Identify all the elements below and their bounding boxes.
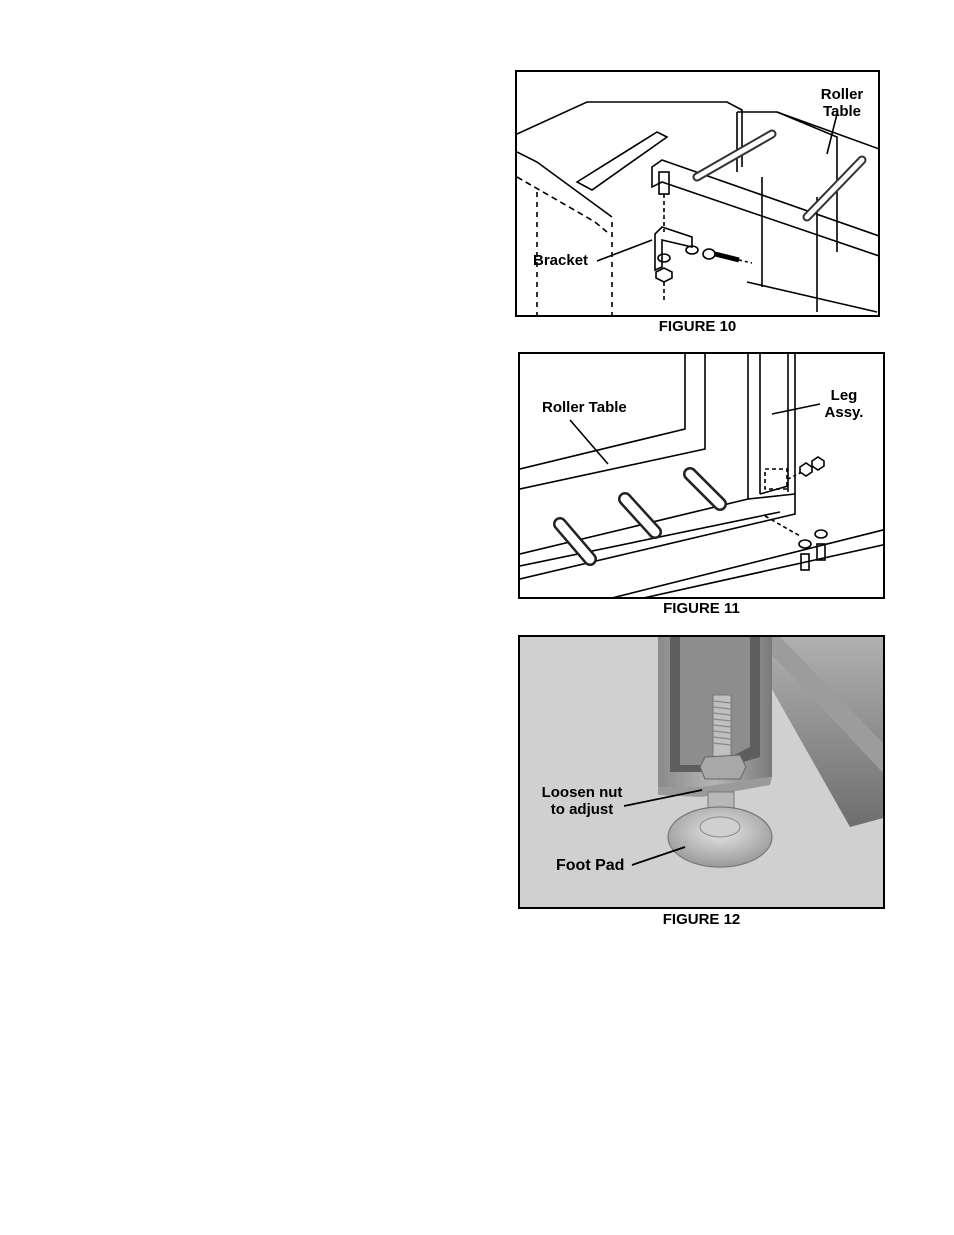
figure-10-caption: FIGURE 10	[658, 318, 737, 335]
figure-12-caption: FIGURE 12	[662, 911, 741, 928]
figure-11-caption: FIGURE 11	[663, 600, 740, 617]
label-bracket: Bracket	[533, 252, 589, 269]
label-foot-pad: Foot Pad	[556, 857, 625, 874]
figure-10-illustration	[515, 70, 880, 317]
label-roller-table: Roller Table	[542, 399, 627, 416]
figure-12-photo	[518, 635, 885, 909]
label-loosen-nut: Loosen nut to adjust	[541, 784, 623, 818]
label-leg-assy: Leg Assy.	[824, 387, 864, 421]
figure-11-illustration	[518, 352, 885, 599]
label-roller-table: Roller Table	[820, 86, 864, 120]
